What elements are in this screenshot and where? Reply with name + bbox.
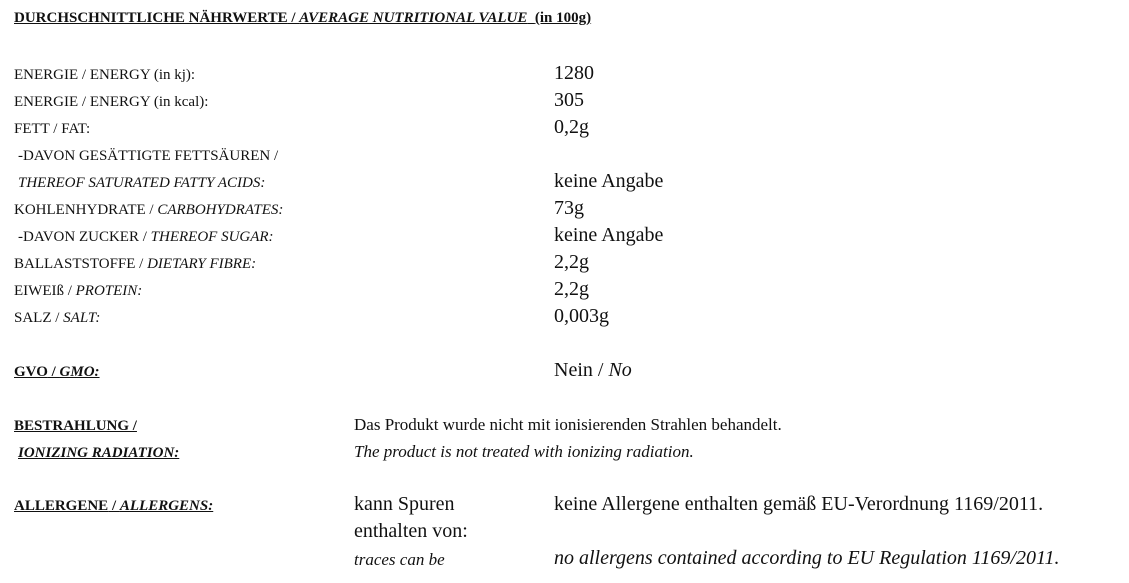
protein-label-en: PROTEIN: xyxy=(75,283,143,299)
carbs-label-de: KOHLENHYDRATE / xyxy=(14,202,158,218)
allergens-label-de: ALLERGENE xyxy=(14,498,109,514)
sugar-value: keine Angabe xyxy=(554,224,664,246)
allergens-label xyxy=(14,498,213,515)
page-title xyxy=(14,10,591,27)
traces-en: traces can be xyxy=(354,550,445,569)
fibre-value: 2,2g xyxy=(554,251,589,273)
gmo-value-en: No xyxy=(608,359,632,381)
title-en: AVERAGE NUTRITIONAL VALUE xyxy=(299,10,528,26)
salt-label-en: SALT: xyxy=(63,310,101,326)
gmo-value xyxy=(554,359,632,382)
allergen-statement-de: keine Allergene enthalten gemäß EU-Verordnung 1169/2011. xyxy=(554,493,1044,515)
fibre-label xyxy=(14,256,256,273)
radiation-label-de: BESTRAHLUNG / xyxy=(14,418,137,434)
sugar-label-de: -DAVON ZUCKER / xyxy=(18,229,151,245)
allergens-label-en: ALLERGENS: xyxy=(119,498,214,514)
traces-de-line2: enthalten von: xyxy=(354,520,468,542)
protein-label-de: EIWEIß / xyxy=(14,283,76,299)
energy-kcal-label: ENERGIE / ENERGY (in kcal): xyxy=(14,94,209,110)
fat-label: FETT / FAT: xyxy=(14,121,91,137)
protein-label xyxy=(14,283,142,300)
gmo-value-de: Nein xyxy=(554,359,593,381)
sugar-label-en: THEREOF SUGAR: xyxy=(150,229,274,245)
title-unit: (in 100g) xyxy=(534,10,592,26)
saturated-value: keine Angabe xyxy=(554,170,664,192)
allergen-statement-en: no allergens contained according to EU Regulation 1169/2011. xyxy=(554,547,1060,569)
gmo-label-de: GVO xyxy=(14,364,48,380)
fibre-label-en: DIETARY FIBRE: xyxy=(147,256,257,272)
radiation-label-en: IONIZING RADIATION: xyxy=(18,445,180,461)
fibre-label-de: BALLASTSTOFFE / xyxy=(14,256,148,272)
salt-value: 0,003g xyxy=(554,305,609,327)
salt-label-de: SALZ / xyxy=(14,310,64,326)
traces-de-line1: kann Spuren xyxy=(354,493,455,515)
title-separator: / xyxy=(287,10,300,26)
energy-kj-label: ENERGIE / ENERGY (in kj): xyxy=(14,67,196,83)
energy-kcal-value: 305 xyxy=(554,89,584,111)
fat-value: 0,2g xyxy=(554,116,589,138)
carbs-label-en: CARBOHYDRATES: xyxy=(157,202,284,218)
gmo-label-en: GMO: xyxy=(59,364,100,380)
gmo-value-separator: / xyxy=(592,359,609,381)
carbs-value: 73g xyxy=(554,197,584,219)
radiation-text-en: The product is not treated with ionizing radiation. xyxy=(354,442,694,461)
saturated-label-de: -DAVON GESÄTTIGTE FETTSÄUREN / xyxy=(18,148,279,164)
carbs-label xyxy=(14,202,283,219)
protein-value: 2,2g xyxy=(554,278,589,300)
gmo-separator: / xyxy=(47,364,60,380)
allergens-separator: / xyxy=(108,498,120,514)
salt-label xyxy=(14,310,100,327)
sugar-label xyxy=(18,229,274,246)
radiation-text-de: Das Produkt wurde nicht mit ionisierenden Strahlen behandelt. xyxy=(354,415,782,434)
saturated-label-en: THEREOF SATURATED FATTY ACIDS: xyxy=(18,175,266,191)
gmo-label xyxy=(14,364,100,381)
title-de: DURCHSCHNITTLICHE NÄHRWERTE xyxy=(14,10,288,26)
energy-kj-value: 1280 xyxy=(554,62,594,84)
